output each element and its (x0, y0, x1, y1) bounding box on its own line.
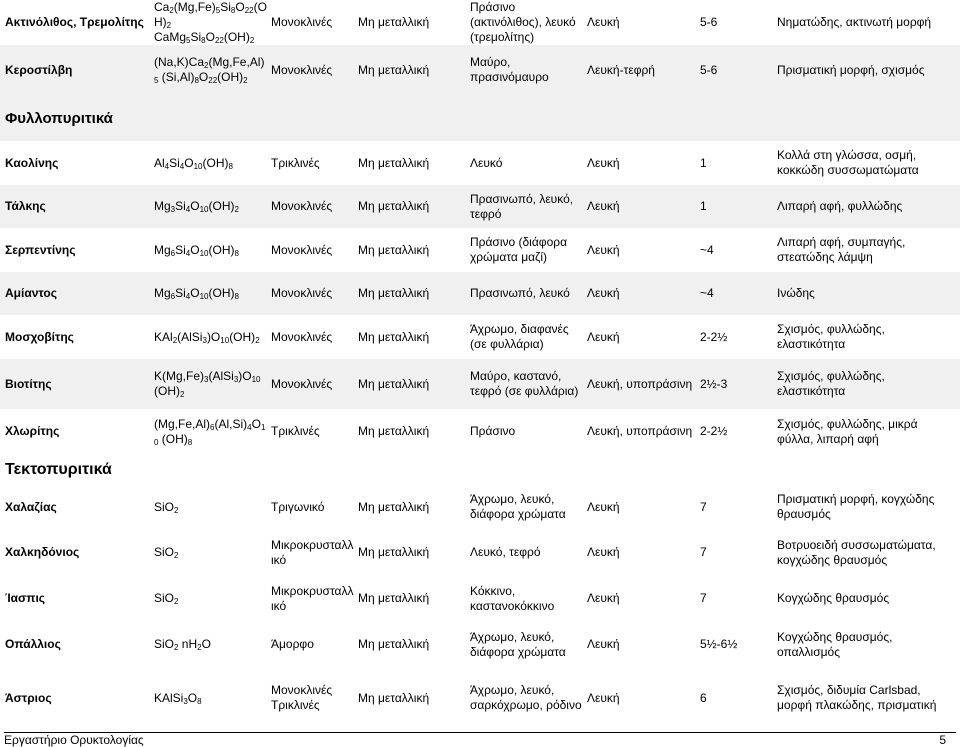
mineral-row (0, 575, 960, 622)
crystal-system: Μικροκρυσταλλικό (271, 575, 358, 622)
crystal-system: Μονοκλινές (271, 0, 358, 45)
page-number: 5 (939, 733, 946, 747)
mineral-row (0, 141, 960, 185)
luster: Μη μεταλλική (358, 667, 470, 729)
streak-color: Λευκή-τεφρή (587, 45, 700, 95)
features: Σχισμός, φυλλώδης, μικρά φύλλα, λιπαρή αφή (777, 409, 960, 454)
crystal-system: Τρικλινές (271, 409, 358, 454)
luster: Μη μεταλλική (358, 359, 470, 409)
features: Λιπαρή αφή, φυλλώδης (777, 185, 960, 228)
crystal-system: Μονοκλινές (271, 45, 358, 95)
luster: Μη μεταλλική (358, 530, 470, 575)
features: Κογχώδης θραυσμός (777, 575, 960, 622)
mineral-row (0, 530, 960, 575)
chemical-formula: $Ca_2(Mg,Fe)_5Si_8O_{22}(OH)_2$ $CaMg_5Si_8O_{22}(OH)_2$ (154, 0, 271, 45)
features: Ινώδης (777, 272, 960, 315)
mineral-row (0, 315, 960, 359)
streak-color: Λευκή, υποπράσινη (587, 359, 700, 409)
crystal-system: Μονοκλινές (271, 228, 358, 272)
chemical-formula: $KAl_2(AlSi_3)O_{10}(OH)_2$ (154, 315, 271, 359)
streak-color: Λευκή (587, 484, 700, 530)
chemical-formula: $Mg_3Si_4O_{10}(OH)_2$ (154, 185, 271, 228)
mineral-color: Άχρωμο, λευκό, διάφορα χρώματα (470, 622, 587, 667)
mineral-row (0, 484, 960, 530)
crystal-system: Μονοκλινές (271, 315, 358, 359)
hardness: 2½-3 (700, 359, 777, 409)
features: Κογχώδης θραυσμός, οπαλλισμός (777, 622, 960, 667)
chemical-formula: $KAlSi_3O_8$ (154, 667, 271, 729)
chemical-formula: SiO$_2$ (154, 575, 271, 622)
chemical-formula: SiO$_2$ (154, 484, 271, 530)
features: Κολλά στη γλώσσα, οσμή, κοκκώδη συσσωματώματα (777, 141, 960, 185)
crystal-system: Μονοκλινές (271, 359, 358, 409)
features: Βοτρυοειδή συσσωματώματα, κογχώδης θραυσμός (777, 530, 960, 575)
luster: Μη μεταλλική (358, 575, 470, 622)
mineral-name: Μοσχοβίτης (0, 315, 154, 359)
hardness: 7 (700, 575, 777, 622)
mineral-row (0, 667, 960, 729)
mineral-name: Οπάλλιος (0, 622, 154, 667)
crystal-system: Τριγωνικό (271, 484, 358, 530)
mineral-row (0, 409, 960, 454)
crystal-system: Τρικλινές (271, 141, 358, 185)
mineral-name: Χαλκηδόνιος (0, 530, 154, 575)
hardness: 5-6 (700, 45, 777, 95)
mineral-color: Πρασινωπό, λευκό, τεφρό (470, 185, 587, 228)
hardness: 5½-6½ (700, 622, 777, 667)
luster: Μη μεταλλική (358, 45, 470, 95)
mineral-name: Τάλκης (0, 185, 154, 228)
mineral-name: Άστριος (0, 667, 154, 729)
section-header-row (0, 454, 960, 484)
features: Νηματώδης, ακτινωτή μορφή (777, 0, 960, 45)
chemical-formula: $Mg_6Si_4O_{10}(OH)_8$ (154, 272, 271, 315)
features: Σχισμός, φυλλώδης, ελαστικότητα (777, 359, 960, 409)
mineral-row (0, 0, 960, 45)
streak-color: Λευκή (587, 667, 700, 729)
mineral-row (0, 622, 960, 667)
streak-color: Λευκή (587, 315, 700, 359)
streak-color: Λευκή (587, 228, 700, 272)
mineral-name: Αμίαντος (0, 272, 154, 315)
mineral-color: Μαύρο, πρασινόμαυρο (470, 45, 587, 95)
mineral-row (0, 185, 960, 228)
hardness: ~4 (700, 272, 777, 315)
mineral-name: Σερπεντίνης (0, 228, 154, 272)
chemical-formula: SiO$_2$ (154, 530, 271, 575)
mineral-color: Άχρωμο, λευκό, διάφορα χρώματα (470, 484, 587, 530)
chemical-formula: $(Na,K)Ca_2(Mg,Fe,Al)_5$ $(Si,Al)_8O_{22}(OH)_2$ (154, 45, 271, 95)
mineral-color: Μαύρο, καστανό, τεφρό (σε φυλλάρια) (470, 359, 587, 409)
features: Λιπαρή αφή, συμπαγής, στεατώδης λάμψη (777, 228, 960, 272)
chemical-formula: $(Mg,Fe,Al)_6(Al,Si)_4O_{10}$ $(OH)_8$ (154, 409, 271, 454)
crystal-system: Μονοκλινές (271, 185, 358, 228)
footer-lab-name: Εργαστήριο Ορυκτολογίας (4, 733, 144, 747)
mineral-color: Λευκό (470, 141, 587, 185)
hardness: 7 (700, 530, 777, 575)
mineral-row (0, 228, 960, 272)
hardness: 7 (700, 484, 777, 530)
mineral-color: Πράσινο (διάφορα χρώματα μαζί) (470, 228, 587, 272)
streak-color: Λευκή (587, 530, 700, 575)
features: Σχισμός, διδυμία Carlsbad, μορφή πλακώδης, πρισματική (777, 667, 960, 729)
luster: Μη μεταλλική (358, 622, 470, 667)
mineral-color: Κόκκινο, καστανοκόκκινο (470, 575, 587, 622)
luster: Μη μεταλλική (358, 409, 470, 454)
crystal-system: Μονοκλινές Τρικλινές (271, 667, 358, 729)
hardness: 1 (700, 185, 777, 228)
luster: Μη μεταλλική (358, 484, 470, 530)
page-footer (4, 732, 956, 747)
streak-color: Λευκή, υποπράσινη (587, 409, 700, 454)
mineral-name: Ακτινόλιθος, Τρεμολίτης (0, 0, 154, 45)
luster: Μη μεταλλική (358, 185, 470, 228)
mineral-row (0, 359, 960, 409)
luster: Μη μεταλλική (358, 228, 470, 272)
luster: Μη μεταλλική (358, 315, 470, 359)
features: Σχισμός, φυλλώδης, ελαστικότητα (777, 315, 960, 359)
mineral-color: Άχρωμο, λευκό, σαρκόχρωμο, ρόδινο (470, 667, 587, 729)
hardness: 2-2½ (700, 315, 777, 359)
section-header-row (0, 95, 960, 141)
crystal-system: Άμορφο (271, 622, 358, 667)
features: Πρισματική μορφή, σχισμός (777, 45, 960, 95)
mineral-color: Πράσινο (470, 409, 587, 454)
crystal-system: Μονοκλινές (271, 272, 358, 315)
mineral-name: Χλωρίτης (0, 409, 154, 454)
crystal-system: Μικροκρυσταλλικό (271, 530, 358, 575)
mineral-row (0, 272, 960, 315)
section-title: Τεκτοπυριτικά (0, 454, 960, 484)
mineral-row (0, 45, 960, 95)
streak-color: Λευκή (587, 272, 700, 315)
hardness: 1 (700, 141, 777, 185)
mineral-name: Βιοτίτης (0, 359, 154, 409)
luster: Μη μεταλλική (358, 0, 470, 45)
mineral-color: Άχρωμο, διαφανές (σε φυλλάρια) (470, 315, 587, 359)
section-title: Φυλλοπυριτικά (0, 95, 960, 141)
mineral-name: Ίασπις (0, 575, 154, 622)
mineral-name: Χαλαζίας (0, 484, 154, 530)
hardness: 6 (700, 667, 777, 729)
streak-color: Λευκή (587, 141, 700, 185)
hardness: 2-2½ (700, 409, 777, 454)
features: Πρισματική μορφή, κογχώδης θραυσμός (777, 484, 960, 530)
luster: Μη μεταλλική (358, 141, 470, 185)
mineral-name: Καολίνης (0, 141, 154, 185)
streak-color: Λευκή (587, 622, 700, 667)
chemical-formula: $Al_4Si_4O_{10}(OH)_8$ (154, 141, 271, 185)
hardness: ~4 (700, 228, 777, 272)
streak-color: Λευκή (587, 575, 700, 622)
streak-color: Λευκή (587, 0, 700, 45)
mineral-color: Πρασινωπό, λευκό (470, 272, 587, 315)
streak-color: Λευκή (587, 185, 700, 228)
chemical-formula: $Mg_6Si_4O_{10}(OH)_8$ (154, 228, 271, 272)
chemical-formula: SiO$_2$ $nH_2O$ (154, 622, 271, 667)
mineral-name: Κεροστίλβη (0, 45, 154, 95)
mineral-color: Λευκό, τεφρό (470, 530, 587, 575)
hardness: 5-6 (700, 0, 777, 45)
luster: Μη μεταλλική (358, 272, 470, 315)
mineral-color: Πράσινο (ακτινόλιθος), λευκό (τρεμολίτης) (470, 0, 587, 45)
chemical-formula: $K(Mg,Fe)_3(AlSi_3)O_{10}$ $(OH)_2$ (154, 359, 271, 409)
